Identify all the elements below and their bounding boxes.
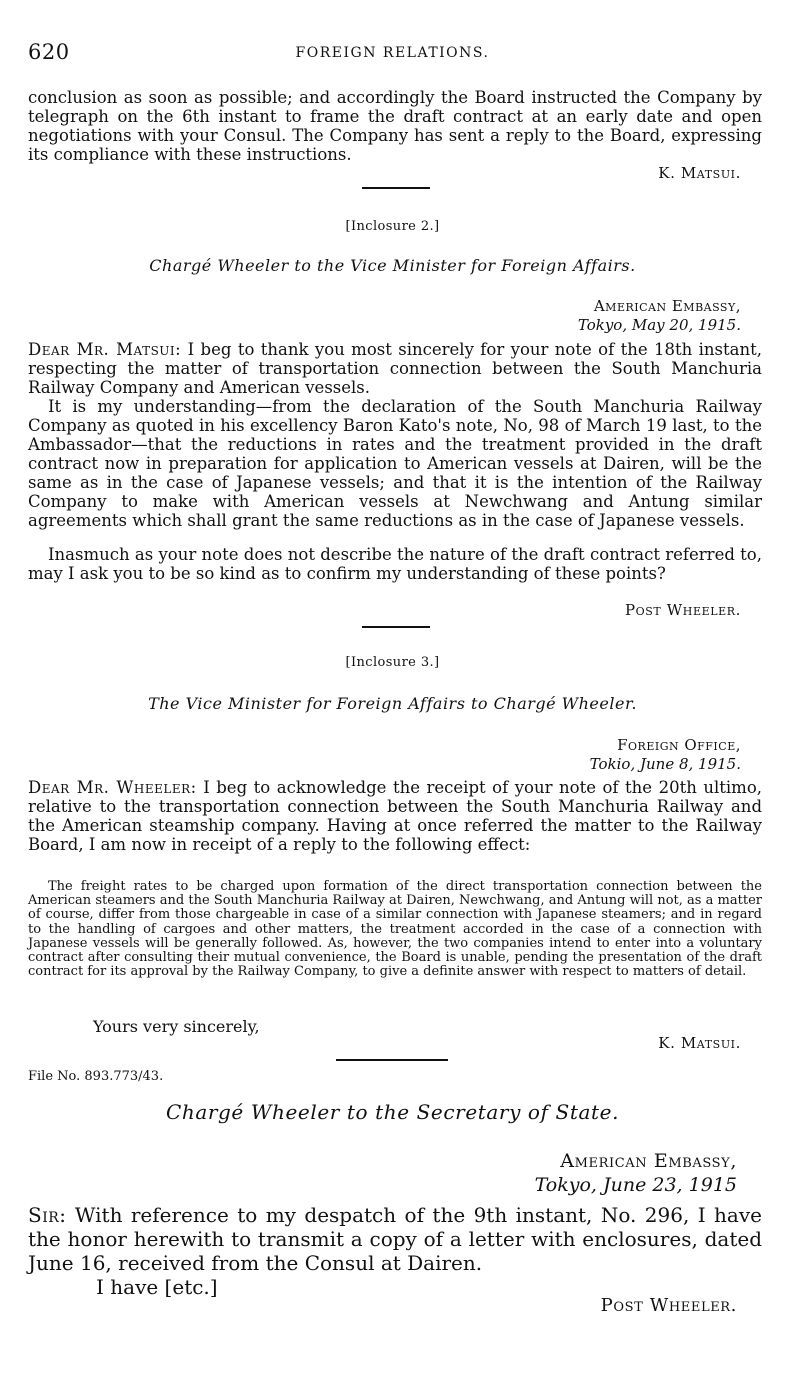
- section-divider-1: [362, 187, 430, 189]
- address-org: Foreign Office,: [617, 736, 741, 754]
- signature-matsui-1: K. Matsui.: [658, 164, 741, 182]
- inclosure-2-label: [Inclosure 2.]: [345, 219, 440, 234]
- closing: Yours very sincerely,: [93, 1017, 260, 1036]
- intro-paragraph: conclusion as soon as possible; and accordingly the Board instructed the Company by telegraph on the 6th instant to frame the draft contract at an early date and open negotiations with your Consul. The Company has sent a reply to the Board, expressing its compliance with these instructions.: [28, 88, 762, 164]
- page-number: 620: [28, 40, 70, 64]
- address-org: American Embassy,: [560, 1150, 737, 1172]
- inclosure-3-paragraph-1: [28, 778, 762, 854]
- inclosure-2-paragraph-3: Inasmuch as your note does not describe the nature of the draft contract referred to, may I ask you to be so kind as to confirm my understanding of these points?: [28, 545, 762, 583]
- inclosure-3-address: [590, 736, 741, 774]
- salutation: Dear Mr. Matsui:: [28, 340, 182, 359]
- address-date: Tokio, June 8, 1915.: [589, 755, 741, 773]
- paragraph-text: With reference to my despatch of the 9th instant, No. 296, I have the honor herewith to transmit a copy of a letter with enclosures, dated June 16, received from the Consul at Dairen.: [28, 1203, 762, 1275]
- inclosure-2-heading: Chargé Wheeler to the Vice Minister for Foreign Affairs.: [149, 256, 636, 275]
- signature-wheeler-1: Post Wheeler.: [624, 601, 741, 619]
- final-heading: Chargé Wheeler to the Secretary of State.: [165, 1100, 620, 1124]
- salutation: Sir:: [28, 1203, 67, 1227]
- address-date: Tokyo, May 20, 1915.: [577, 316, 741, 334]
- inclosure-2-paragraph-1: [28, 340, 762, 397]
- running-title: FOREIGN RELATIONS.: [295, 45, 490, 61]
- signature-matsui-2: K. Matsui.: [658, 1034, 741, 1052]
- section-divider-3: [336, 1059, 448, 1061]
- section-divider-2: [362, 626, 430, 628]
- inclosure-3-quoted-reply: The freight rates to be charged upon formation of the direct transportation connection between the American steamers and the South Manchuria Railway at Dairen, Newchwang, and Antung will not, as a matter of course, differ from those chargeable in case of a similar connection with Japanese steamers; and in regard to the handling of cargoes and other matters, the treatment accorded in the case of a connection with Japanese vessels will be generally followed. As, however, the two companies intend to enter into a voluntary contract after consulting their mutual convenience, the Board is unable, pending the presentation of the draft contract for its approval by the Railway Company, to give a definite answer with respect to matters of detail.: [28, 879, 762, 980]
- inclosure-3-label: [Inclosure 3.]: [345, 655, 440, 670]
- inclosure-3-heading: The Vice Minister for Foreign Affairs to Chargé Wheeler.: [148, 694, 637, 713]
- paragraph-text: I beg to thank you most sincerely for your note of the 18th instant, respecting the matter of transportation connection between the South Manchuria Railway Company and American vessels.: [28, 340, 762, 397]
- address-org: American Embassy,: [593, 297, 741, 315]
- file-number: File No. 893.773/43.: [28, 1069, 164, 1084]
- signature-wheeler-2: Post Wheeler.: [600, 1295, 737, 1316]
- inclosure-2-address: [578, 297, 741, 335]
- final-address: [535, 1149, 737, 1197]
- salutation: Dear Mr. Wheeler:: [28, 778, 197, 797]
- final-paragraph-2: I have [etc.]: [96, 1275, 218, 1299]
- paragraph-text: I beg to acknowledge the receipt of your note of the 20th ultimo, relative to the transportation connection between the South Manchuria Railway and the American steamship company. Having at once referred the matter to the Railway Board, I am now in receipt of a reply to the following effect:: [28, 778, 763, 854]
- final-paragraph-1: [28, 1203, 762, 1275]
- address-date: Tokyo, June 23, 1915: [534, 1174, 737, 1196]
- inclosure-2-paragraph-2: It is my understanding—from the declaration of the South Manchuria Railway Company as quoted in his excellency Baron Kato's note, No, 98 of March 19 last, to the Ambassador—that the reductions in rates and the treatment provided in the draft contract now in preparation for application to American vessels at Dairen, will be the same as in the case of Japanese vessels; and that it is the intention of the Railway Company to make with American vessels at Newchwang and Antung similar agreements which shall grant the same reductions as in the case of Japanese vessels.: [28, 397, 762, 530]
